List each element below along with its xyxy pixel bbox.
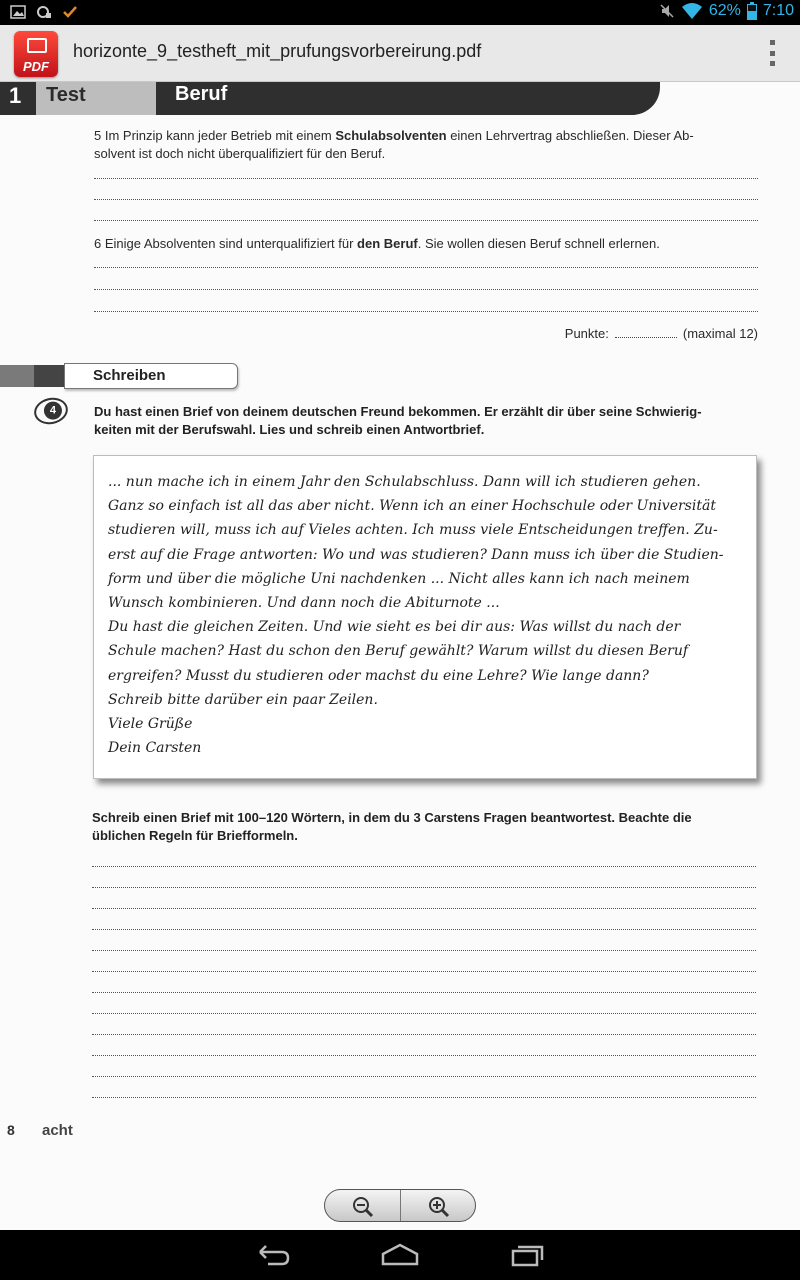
item5-bold: Schulabsolventen [335,128,447,143]
overflow-dot-icon [770,40,775,45]
zoom-in-icon [427,1195,451,1219]
points-label: Punkte: [564,326,609,341]
mute-icon [659,3,675,19]
section-tab-bar [34,365,64,387]
chapter-number: 1 [9,83,22,108]
pdf-sheet-icon [27,38,47,53]
task-line1: Du hast einen Brief von deinem deutschen Freund bekommen. Er erzählt dir über seine Schwierig- [94,404,702,419]
exercise-item-6 [94,235,758,253]
pdf-app-icon[interactable] [14,31,58,77]
item5-text: 5 Im Prinzip kann jeder Betrieb mit einem [94,128,336,143]
battery-percent: 62% [708,2,741,19]
pdf-app-icon-label: PDF [23,59,49,74]
instruction-line2: üblichen Regeln für Briefformeln. [92,828,298,843]
home-button[interactable] [380,1240,420,1270]
recent-apps-button[interactable] [508,1240,548,1270]
writing-line [92,929,756,930]
answer-line [94,267,758,268]
recent-apps-icon [508,1240,548,1270]
writing-line [92,1034,756,1035]
points-field [565,326,758,341]
points-max: (maximal 12) [682,326,758,341]
points-blank [615,337,677,338]
task-instruction [94,403,758,439]
letter-line: Schule machen? Hast du schon den Beruf gewählt? Warum willst du diesen Beruf [108,643,689,660]
writing-line [92,908,756,909]
letter-line: Du hast die gleichen Zeiten. Und wie sieht es bei dir aus: Was willst du nach der [108,619,681,636]
exercise-item-5 [94,127,758,163]
answer-line [94,289,758,290]
answer-line [94,311,758,312]
item6-text: 6 Einige Absolventen sind unterqualifiziert für [94,236,358,251]
overflow-menu-button[interactable] [768,40,776,66]
test-tab-label: Test [46,84,86,106]
back-button[interactable] [252,1240,292,1270]
zoom-out-icon [351,1195,375,1219]
letter-line: Schreib bitte darüber ein paar Zeilen. [108,691,378,708]
sync-notification-icon [36,4,52,20]
letter-line: Wunsch kombinieren. Und dann noch die Abiturnote ... [108,595,500,612]
home-icon [380,1240,420,1270]
letter-line: form und über die mögliche Uni nachdenken ... Nicht alles kann ich nach meinem [108,570,690,587]
writing-line [92,1097,756,1098]
test-tab [36,82,156,115]
pdf-page[interactable] [0,82,800,1230]
letter-line: Dein Carsten [108,740,202,757]
document-title: horizonte_9_testheft_mit_prufungsvorbereirung.pdf [73,41,482,61]
item5-line2: solvent ist doch nicht überqualifiziert für den Beruf. [94,146,386,161]
section-tab-bar [0,365,34,387]
task-number: 4 [44,402,62,420]
page-number-word: acht [42,1122,73,1139]
item6-bold: den Beruf [357,236,418,251]
navigation-bar [0,1230,800,1280]
overflow-dot-icon [770,61,775,66]
section-title: Schreiben [93,367,166,384]
writing-line [92,887,756,888]
letter-line: Viele Grüße [108,716,193,733]
letter-line: erst auf die Frage antworten: Wo und was studieren? Dann muss ich über die Studien- [108,546,724,563]
letter-box [93,455,757,779]
section-tab-label-box [64,363,238,389]
letter-text [108,470,742,760]
overflow-dot-icon [770,51,775,56]
item6-text-end: . Sie wollen diesen Beruf schnell erlernen. [417,236,660,251]
answer-line [94,178,758,179]
writing-line [92,866,756,867]
letter-line: ergreifen? Musst du studieren oder machst du eine Lehre? Wie lange dann? [108,667,649,684]
section-tab-schreiben [0,363,238,390]
chapter-header [0,82,660,115]
zoom-control [324,1189,476,1222]
writing-line [92,1013,756,1014]
writing-line [92,992,756,993]
check-notification-icon [62,4,78,20]
action-bar [0,25,800,82]
answer-line [94,220,758,221]
writing-line [92,1055,756,1056]
answer-line [94,199,758,200]
clock: 7:10 [762,2,794,19]
letter-line: studieren will, muss ich auf Vieles achten. Ich muss viele Entscheidungen treffen. Zu- [108,522,718,539]
status-bar [0,0,800,25]
task-line2: keiten mit der Berufswahl. Lies und schreib einen Antwortbrief. [94,422,485,437]
writing-line [92,1076,756,1077]
letter-line: ... nun mache ich in einem Jahr den Schulabschluss. Dann will ich studieren gehen. [108,474,701,490]
writing-line [92,950,756,951]
battery-icon [747,2,757,20]
wifi-icon [681,2,703,20]
back-icon [252,1240,292,1270]
letter-line: Ganz so einfach ist all das aber nicht. Wenn ich an einer Hochschule oder Universität [108,498,716,515]
task-number-badge [32,395,71,428]
chapter-topic: Beruf [175,83,228,105]
writing-line [92,971,756,972]
zoom-in-button[interactable] [401,1190,476,1222]
item5-text-end: einen Lehrvertrag abschließen. Dieser Ab- [446,128,694,143]
zoom-out-button[interactable] [325,1190,400,1222]
instruction-line1: Schreib einen Brief mit 100–120 Wörtern, in dem du 3 Carstens Fragen beantwortest. Beachte die [92,810,692,825]
writing-instruction [92,809,758,845]
gallery-notification-icon [10,4,26,20]
page-number: 8 [7,1122,15,1138]
